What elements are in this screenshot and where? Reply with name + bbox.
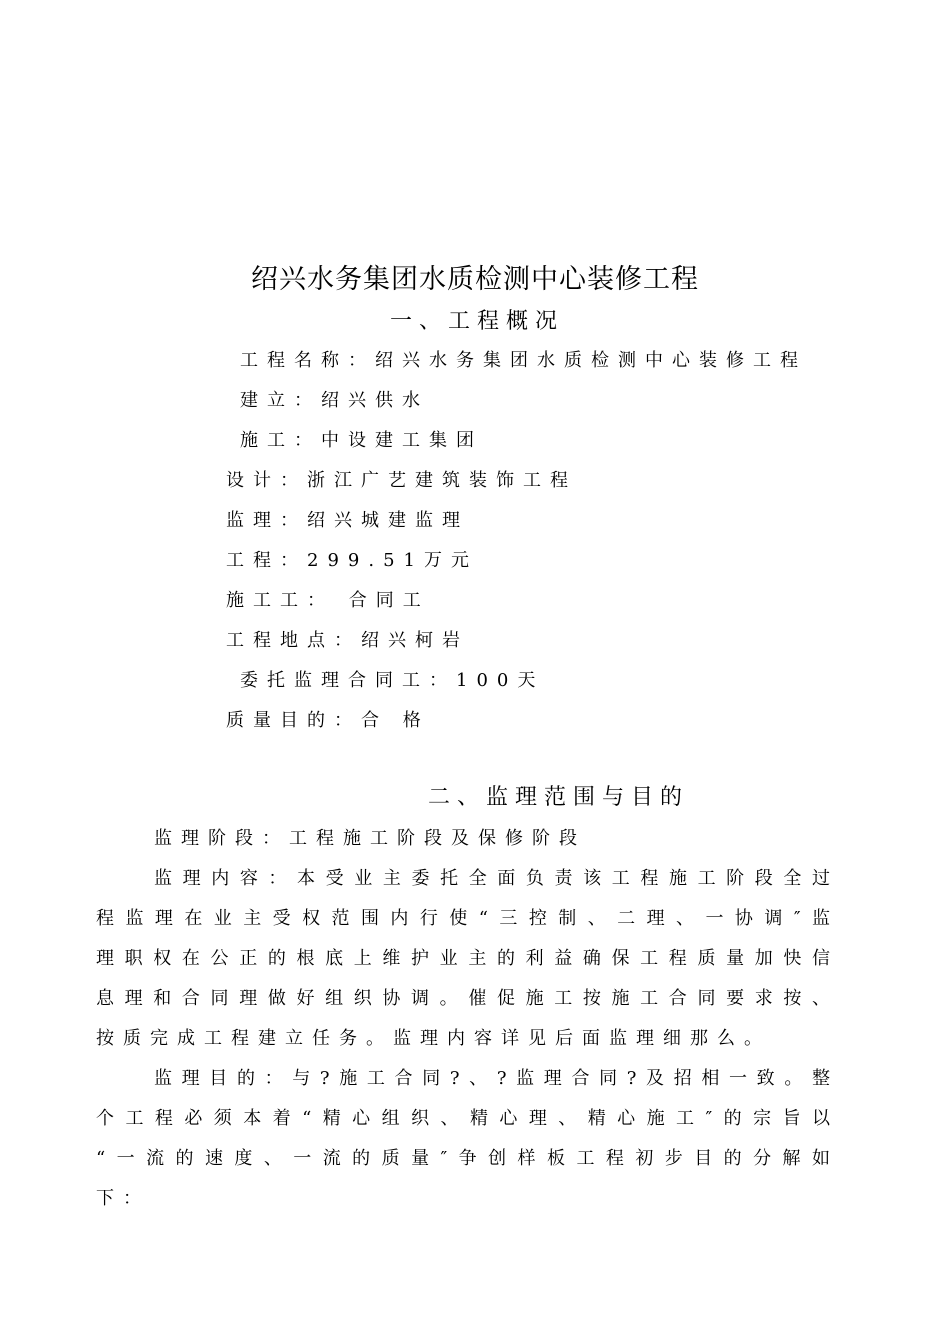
supervision-goal-line: “一流的速度、一流的质量″争创样板工程初步目的分解如 xyxy=(96,1148,830,1169)
supervision-content-line: 按质完成工程建立任务。监理内容详见后面监理细那么。 xyxy=(96,1028,771,1049)
supervisor-line: 监理：绍兴城建监理 xyxy=(226,510,469,531)
section-heading-overview: 一、工程概况 xyxy=(390,309,565,334)
contract-duration-line: 委托监理合同工：100天 xyxy=(240,670,545,691)
project-cost-line: 工程：299.51万元 xyxy=(226,550,478,571)
supervision-goal-line: 下： xyxy=(96,1188,150,1209)
supervision-content-line: 理职权在公正的根底上维护业主的利益确保工程质量加快信 xyxy=(96,948,830,969)
supervision-content-line: 监理内容：本受业主委托全面负责该工程施工阶段全过 xyxy=(154,868,830,889)
quality-goal-line: 质量目的：合 格 xyxy=(226,710,430,731)
project-name-line: 工程名称：绍兴水务集团水质检测中心装修工程 xyxy=(240,350,807,371)
supervision-content-line: 程监理在业主受权范围内行使“三控制、二理、一协调″监 xyxy=(96,908,830,929)
supervision-goal-line: 个工程必须本着“精心组织、精心理、精心施工″的宗旨以 xyxy=(96,1108,830,1129)
builder-line: 建立：绍兴供水 xyxy=(240,390,429,411)
designer-line: 设计：浙江广艺建筑装饰工程 xyxy=(226,470,577,491)
section-heading-scope: 二、监理范围与目的 xyxy=(428,785,690,810)
contractor-line: 施工：中设建工集团 xyxy=(240,430,483,451)
project-location-line: 工程地点：绍兴柯岩 xyxy=(226,630,469,651)
construction-period-line: 施工工： 合同工 xyxy=(226,590,430,611)
document-title: 绍兴水务集团水质检测中心装修工程 xyxy=(251,264,699,295)
supervision-stage-line: 监理阶段：工程施工阶段及保修阶段 xyxy=(154,828,586,849)
supervision-content-line: 息理和合同理做好组织协调。催促施工按施工合同要求按、 xyxy=(96,988,830,1009)
supervision-goal-line: 监理目的：与?施工合同?、?监理合同?及招相一致。整 xyxy=(154,1068,830,1089)
